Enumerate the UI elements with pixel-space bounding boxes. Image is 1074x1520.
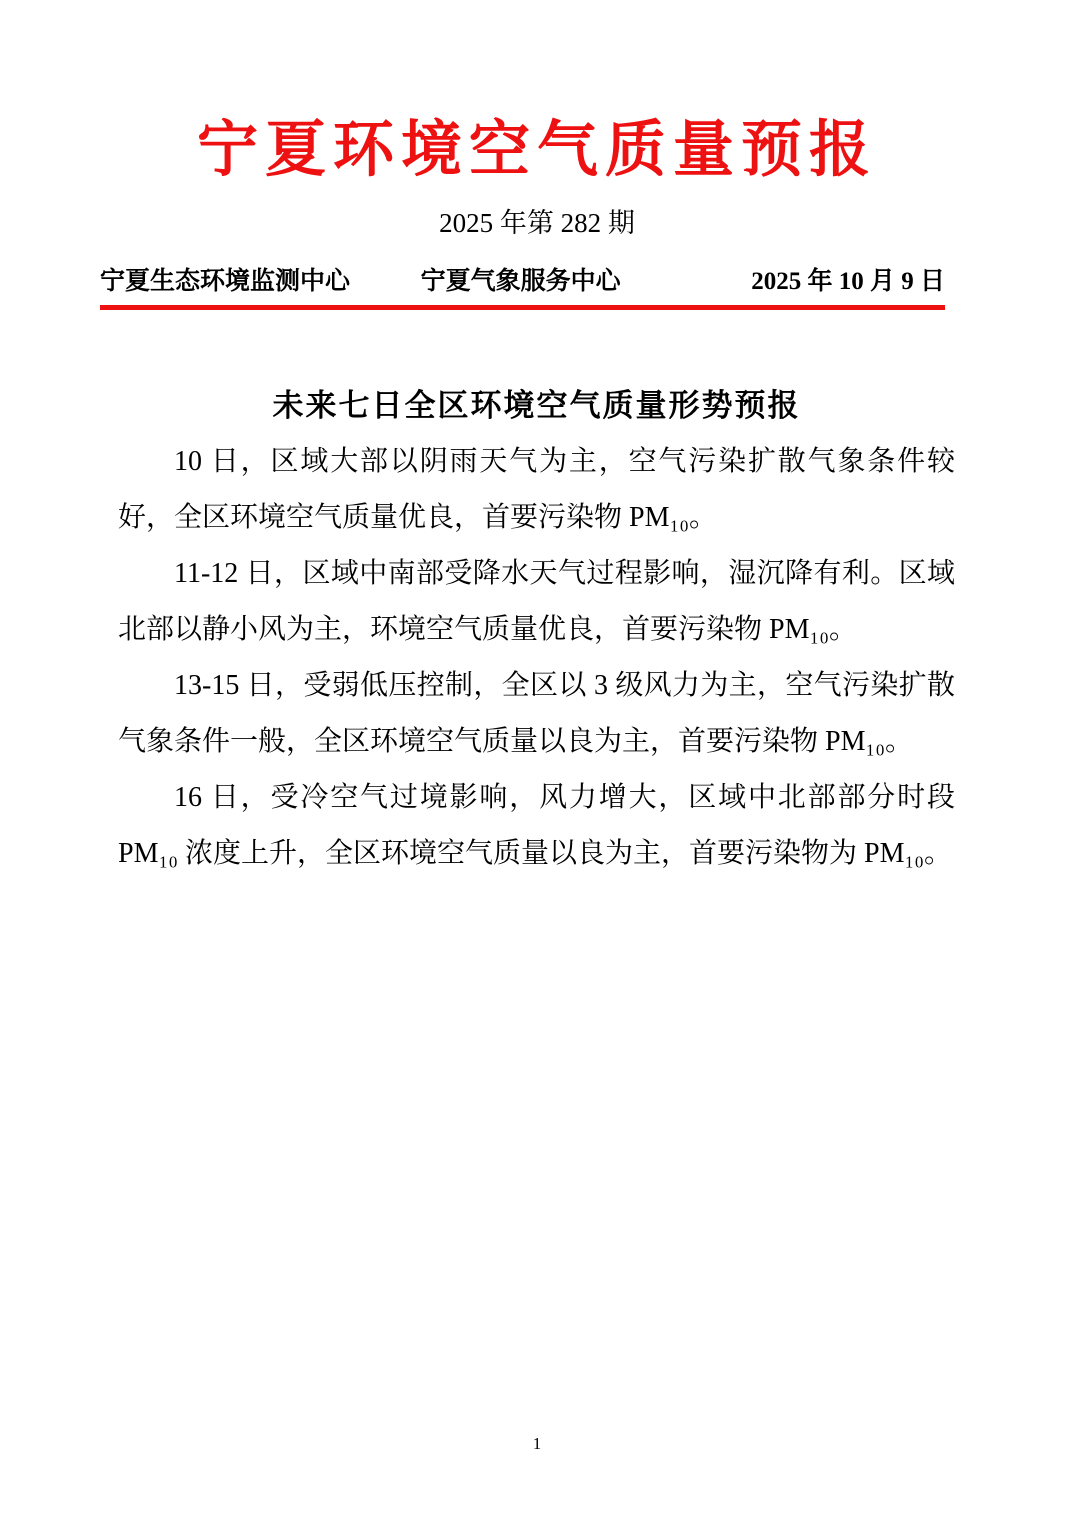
document-title: 宁夏环境空气质量预报: [196, 117, 877, 184]
forecast-paragraph: 11-12 日，区域中南部受降水天气过程影响，湿沉降有利。区域北部以静小风为主，环境空气质量优良，首要污染物 PM₁₀。: [118, 558, 955, 645]
forecast-paragraph: 10 日，区域大部以阴雨天气为主，空气污染扩散气象条件较好，全区环境空气质量优良，首要污染物 PM₁₀。: [118, 446, 955, 533]
red-divider-rule: [100, 305, 945, 310]
forecast-paragraph: 16 日，受冷空气过境影响，风力增大，区域中北部部分时段 PM₁₀ 浓度上升，全区环境空气质量以良为主，首要污染物为 PM₁₀。: [118, 782, 955, 869]
issue-number: 2025 年第 282 期: [439, 208, 635, 238]
section-title: 未来七日全区环境空气质量形势预报: [272, 388, 801, 423]
page-number: 1: [532, 1434, 542, 1453]
forecast-body: [118, 434, 955, 882]
forecast-paragraph: 13-15 日，受弱低压控制，全区以 3 级风力为主，空气污染扩散气象条件一般，全区环境空气质量以良为主，首要污染物 PM₁₀。: [118, 670, 955, 757]
issuing-org-left: 宁夏生态环境监测中心: [100, 268, 351, 295]
issuing-org-center: 宁夏气象服务中心: [420, 268, 621, 295]
issue-date: 2025 年 10 月 9 日: [751, 268, 945, 295]
masthead-row: [100, 266, 945, 298]
